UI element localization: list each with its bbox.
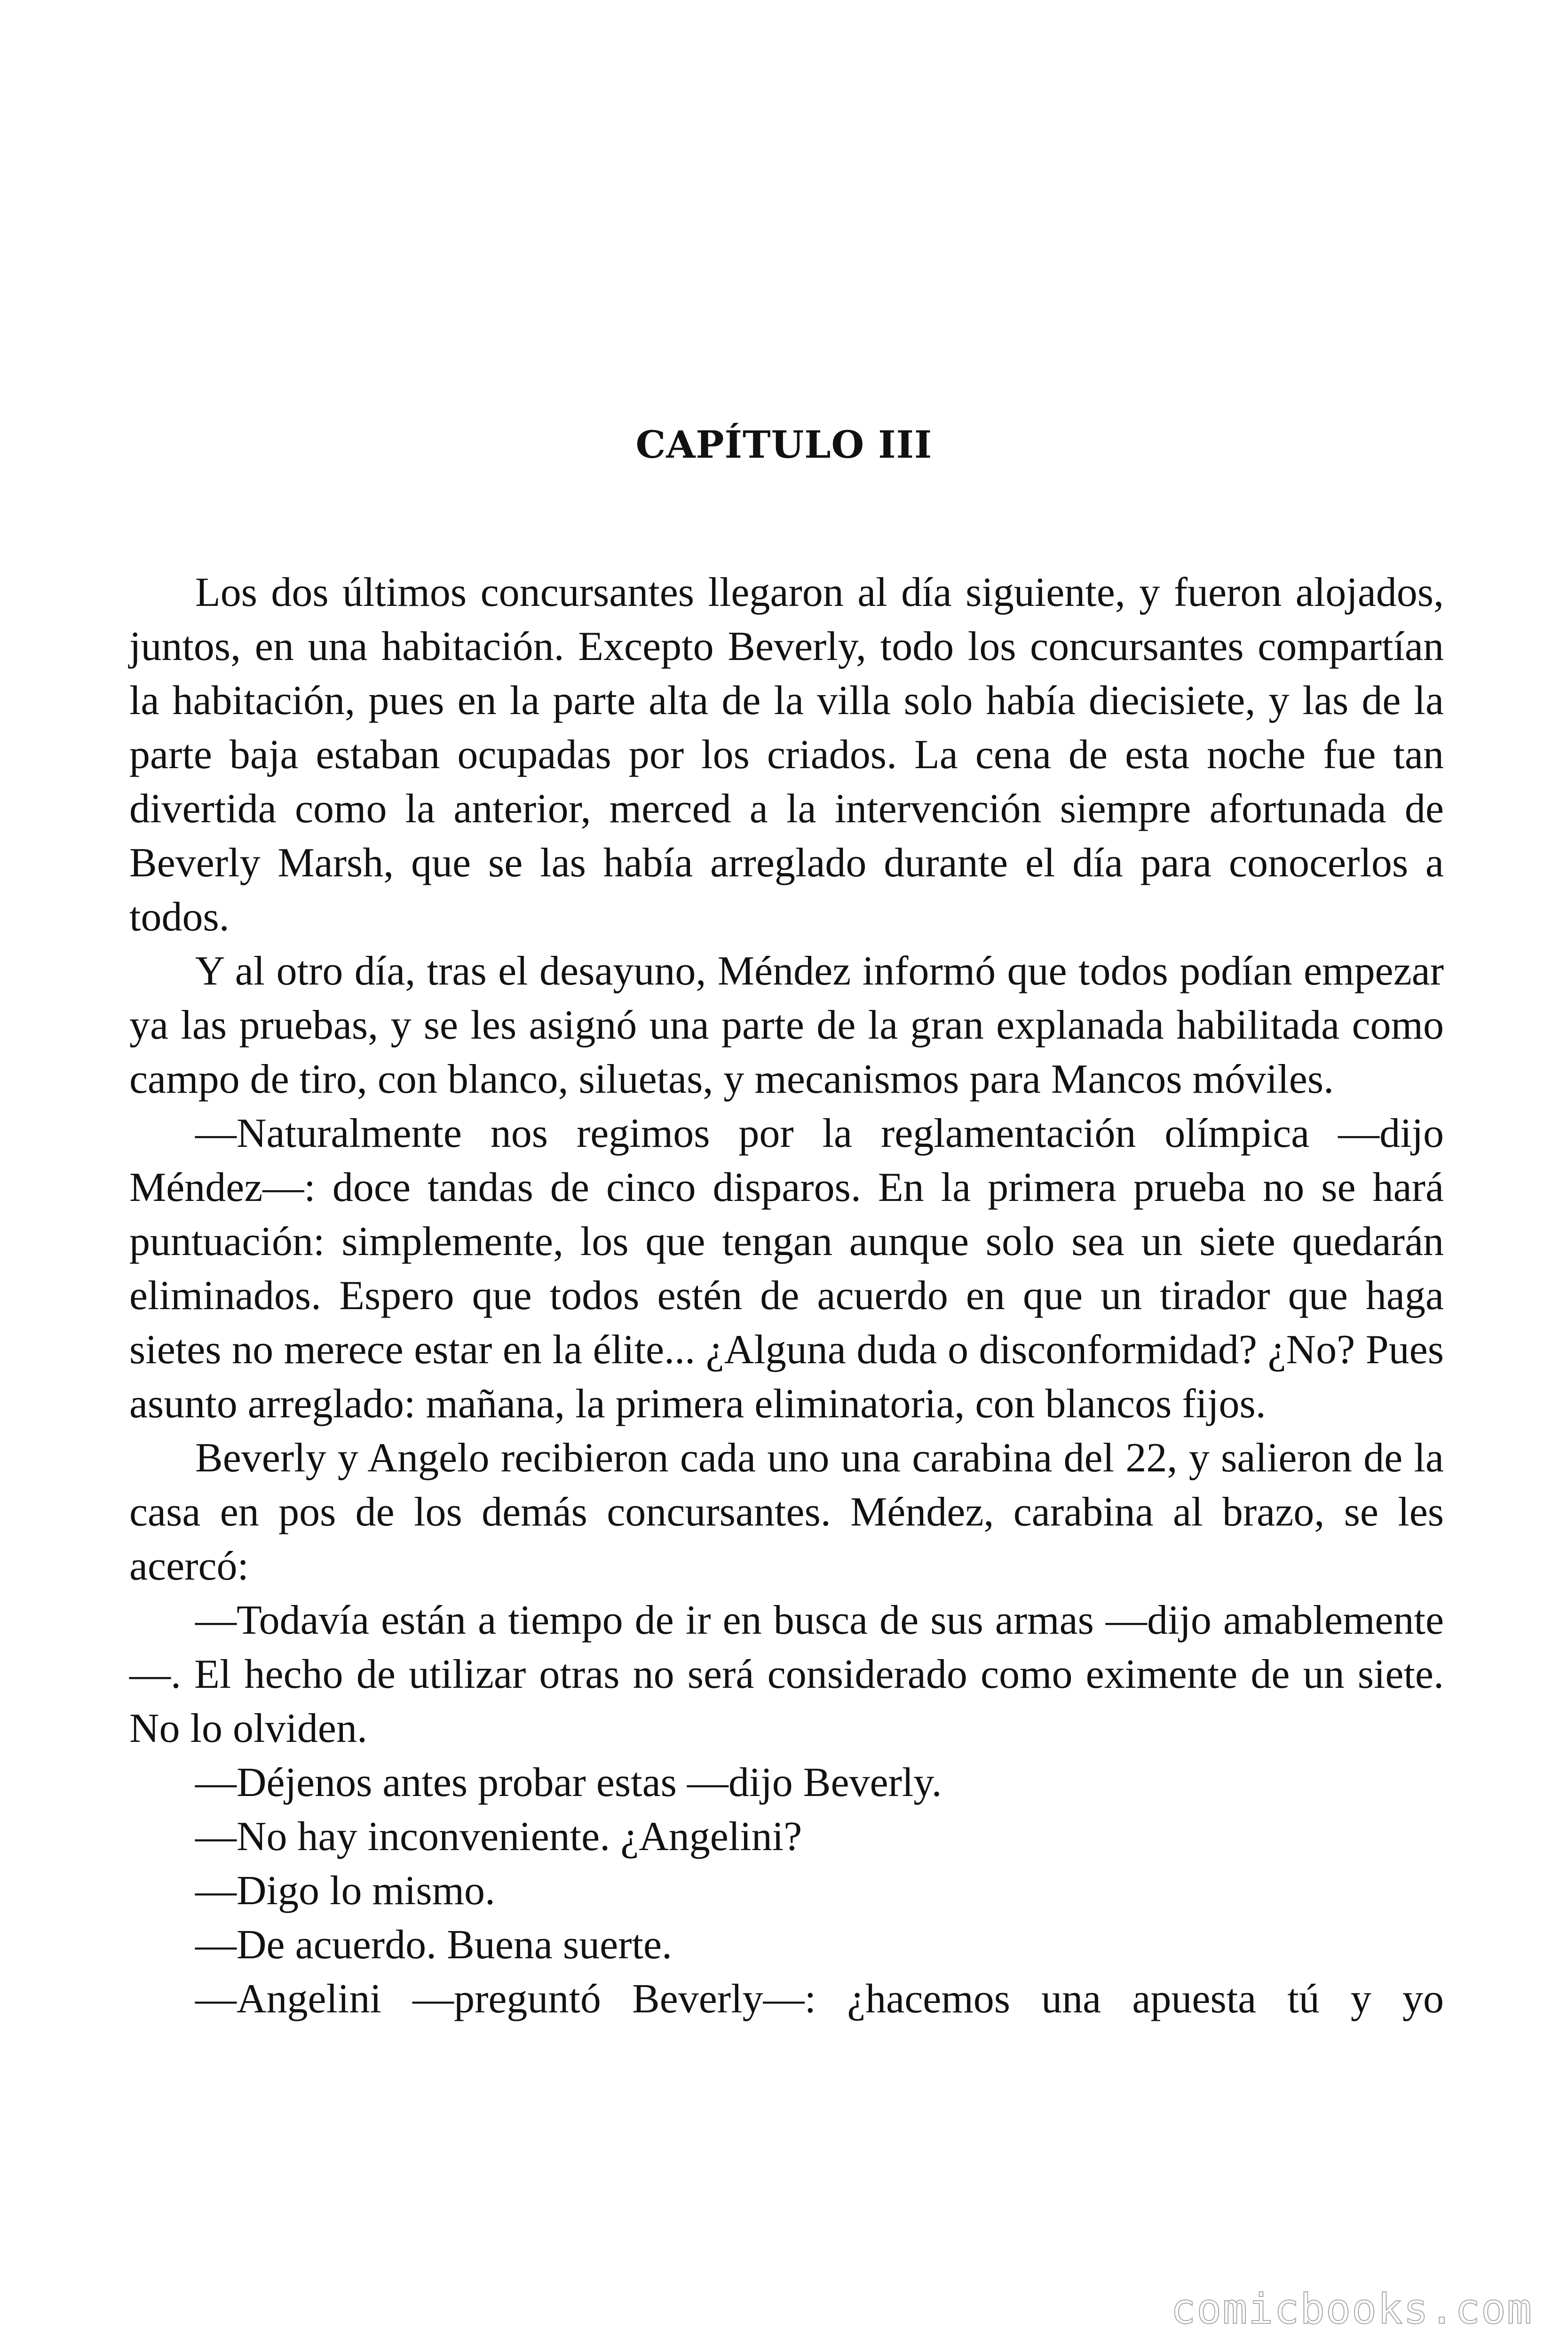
paragraph: —Naturalmente nos regimos por la reglamentación olímpica —dijo Méndez—: doce tandas de cinco disparos. En la primera prueba no se hará puntuación: simplemente, los que tengan aunque solo sea un siete quedarán eliminados. Espero que todos estén de acuerdo en que un tirador que haga sietes no merece estar en la élite... ¿Alguna duda o disconformidad? ¿No? Pues asunto arreglado: mañana, la primera eliminatoria, con blancos fijos. — [129, 1111, 1444, 1427]
paragraph: —Todavía están a tiempo de ir en busca de sus armas —dijo amablemente—. El hecho de utilizar otras no será considerado como eximente de un siete. No lo olviden. — [129, 1597, 1444, 1751]
watermark: comicbooks.com — [1171, 2285, 1533, 2333]
chapter-title: CAPÍTULO III — [635, 422, 933, 467]
paragraph: Los dos últimos concursantes llegaron al día siguiente, y fueron alojados, juntos, en una habitación. Excepto Beverly, todo los concursantes compartían la habitación, pues en la parte alta de la villa solo había diecisiete, y las de la parte baja estaban ocupadas por los criados. La cena de esta noche fue tan divertida como la anterior, merced a la intervención siempre afortunada de Beverly Marsh, que se las había arreglado durante el día para conocerlos a todos. — [129, 570, 1444, 940]
paragraph: Y al otro día, tras el desayuno, Méndez informó que todos podían empezar ya las pruebas, y se les asignó una parte de la gran explanada habilitada como campo de tiro, con blanco, siluetas, y mecanismos para Mancos móviles. — [129, 948, 1444, 1102]
paragraph: —De acuerdo. Buena suerte. — [195, 1922, 673, 1968]
paragraph: —Déjenos antes probar estas —dijo Beverly. — [195, 1760, 942, 1805]
paragraph-last: —Angelini —preguntó Beverly—: ¿hacemos una apuesta tú y yo — [195, 1976, 1444, 2022]
paragraph: Beverly y Angelo recibieron cada uno una carabina del 22, y salieron de la casa en pos de los demás concursantes. Méndez, carabina al brazo, se les acercó: — [129, 1435, 1444, 1589]
paragraph: —No hay inconveniente. ¿Angelini? — [195, 1814, 802, 1859]
paragraph: —Digo lo mismo. — [195, 1868, 496, 1914]
body-text — [129, 565, 1444, 2026]
